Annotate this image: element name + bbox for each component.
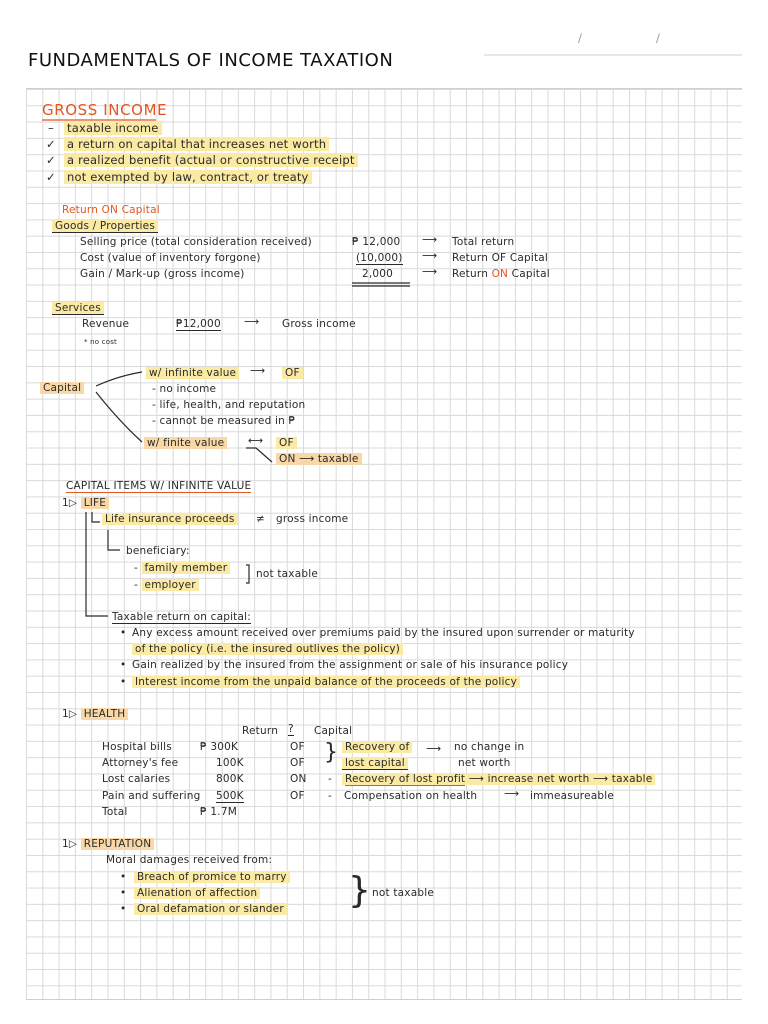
list-item: Gain realized by the insured from the assignment or sale of his insurance policy	[132, 659, 569, 671]
goods-row-amount: (10,000)	[356, 252, 403, 264]
table-cell: OF	[290, 757, 305, 769]
health-no-change: no change in	[454, 741, 525, 753]
check-icon: ✓	[46, 153, 56, 167]
table-cell: Attorney's fee	[102, 757, 179, 769]
table-cell: 800K	[216, 773, 244, 785]
table-cell: OF	[290, 790, 305, 802]
capital-finite: w/ finite value	[144, 436, 227, 450]
goods-row-amount: 2,000	[362, 268, 394, 280]
reputation-label: 1▷ REPUTATION	[62, 837, 154, 851]
services-note: * no cost	[84, 338, 117, 346]
section-heading-gross-income: GROSS INCOME	[42, 101, 168, 119]
list-item: Oral defamation or slander	[134, 902, 287, 916]
list-item: Alienation of affection	[134, 886, 260, 900]
health-col-return: Return	[242, 725, 279, 737]
check-icon: ✓	[46, 137, 56, 151]
life-beneficiary: beneficiary:	[126, 545, 190, 557]
list-item: Any excess amount received over premiums paid by the insured upon surrender or maturity	[132, 627, 635, 639]
bullet-icon: •	[120, 903, 127, 915]
arrow-icon: ⟶	[422, 266, 438, 278]
capital-finite-of: OF	[276, 436, 297, 450]
goods-row-desc: Cost (value of inventory forgone)	[80, 252, 261, 264]
goods-row-result: Total return	[452, 236, 515, 248]
check-icon: ✓	[46, 170, 56, 184]
list-item: Interest income from the unpaid balance of the proceeds of the policy	[132, 675, 520, 689]
life-not-taxable: not taxable	[256, 568, 318, 580]
table-cell: ₱ 300K	[200, 741, 239, 753]
bullet-mark: –	[48, 121, 54, 135]
table-cell: 500K	[216, 790, 244, 802]
brace-icon: }	[348, 870, 372, 911]
list-item: - employer	[134, 578, 199, 592]
capital-root: Capital	[40, 381, 84, 395]
dash: -	[328, 790, 332, 802]
label-services: Services	[52, 301, 104, 315]
services-result: Gross income	[282, 318, 356, 330]
date-separator: /	[578, 31, 583, 45]
list-item: Breach of promice to marry	[134, 870, 290, 884]
bullet-icon: •	[120, 887, 127, 899]
not-equal-icon: ≠	[256, 513, 265, 525]
table-cell: 100K	[216, 757, 244, 769]
goods-row-desc: Selling price (total consideration received)	[80, 236, 312, 248]
goods-row-result: Return OF Capital	[452, 252, 549, 264]
arrow-icon: ⟶	[422, 250, 438, 262]
section-heading-capital-items: CAPITAL ITEMS W/ INFINITE VALUE	[66, 480, 252, 492]
bullet-text: a return on capital that increases net worth	[64, 137, 329, 151]
arrow-icon: ⟶	[504, 788, 520, 800]
health-recovery-capital: lost capital	[342, 756, 408, 770]
dash: -	[328, 773, 332, 785]
health-compensation: Compensation on health	[344, 790, 478, 802]
health-col-q: ?	[288, 723, 294, 735]
table-cell: ₱ 1.7M	[200, 806, 237, 818]
goods-row-amount: ₱ 12,000	[352, 236, 401, 248]
capital-infinite: w/ infinite value	[146, 366, 239, 380]
health-recovery-profit: Recovery of lost profit ⟶ increase net worth ⟶ taxable	[342, 772, 655, 786]
bullet-icon: •	[120, 627, 127, 639]
life-proceeds: Life insurance proceeds	[102, 512, 238, 526]
table-cell: Total	[102, 806, 128, 818]
health-label: 1▷ HEALTH	[62, 707, 128, 721]
capital-note: - no income	[152, 383, 217, 395]
capital-finite-on: ON ⟶ taxable	[276, 452, 362, 466]
arrow-icon: ⟶	[422, 234, 438, 246]
life-taxable-heading: Taxable return on capital:	[112, 611, 251, 623]
arrow-icon: ⟶	[244, 316, 260, 328]
arrow-icon: ⟶	[426, 743, 442, 755]
capital-note: - cannot be measured in ₱	[152, 415, 296, 427]
table-cell: OF	[290, 741, 305, 753]
goods-row-desc: Gain / Mark-up (gross income)	[80, 268, 245, 280]
table-cell: ON	[290, 773, 307, 785]
health-col-capital: Capital	[314, 725, 353, 737]
bullet-icon: •	[120, 676, 127, 688]
services-amount: ₱12,000	[176, 318, 221, 330]
goods-row-result: Return ON Capital	[452, 268, 550, 280]
capital-note: - life, health, and reputation	[152, 399, 306, 411]
bullet-icon: •	[120, 871, 127, 883]
reputation-not-taxable: not taxable	[372, 887, 434, 899]
brace-icon: }	[324, 740, 339, 765]
label-goods-properties: Goods / Properties	[52, 219, 158, 233]
health-no-change: net worth	[458, 757, 511, 769]
capital-infinite-result: OF	[282, 366, 303, 380]
bullet-text: a realized benefit (actual or constructive receipt	[64, 153, 358, 167]
list-item: - family member	[134, 561, 230, 575]
health-immeasurable: immeasureable	[530, 790, 615, 802]
arrow-icon: ⟶	[250, 365, 266, 377]
table-cell: Lost calaries	[102, 773, 171, 785]
life-gross: gross income	[276, 513, 349, 525]
table-cell: Pain and suffering	[102, 790, 201, 802]
life-label: 1▷ LIFE	[62, 496, 109, 510]
bullet-icon: •	[120, 659, 127, 671]
table-cell: Hospital bills	[102, 741, 172, 753]
bullet-text: taxable income	[64, 121, 162, 135]
list-item: of the policy (i.e. the insured outlives the policy)	[132, 642, 403, 656]
services-revenue-label: Revenue	[82, 318, 130, 330]
health-recovery-capital: Recovery of	[342, 740, 412, 754]
page-title: FUNDAMENTALS OF INCOME TAXATION	[28, 50, 394, 71]
arrow-icon: ⟷	[248, 435, 264, 447]
subheading-return-on-capital: Return ON Capital	[62, 204, 160, 216]
bullet-text: not exempted by law, contract, or treaty	[64, 170, 312, 184]
reputation-intro: Moral damages received from:	[106, 854, 273, 866]
date-separator: /	[656, 31, 661, 45]
